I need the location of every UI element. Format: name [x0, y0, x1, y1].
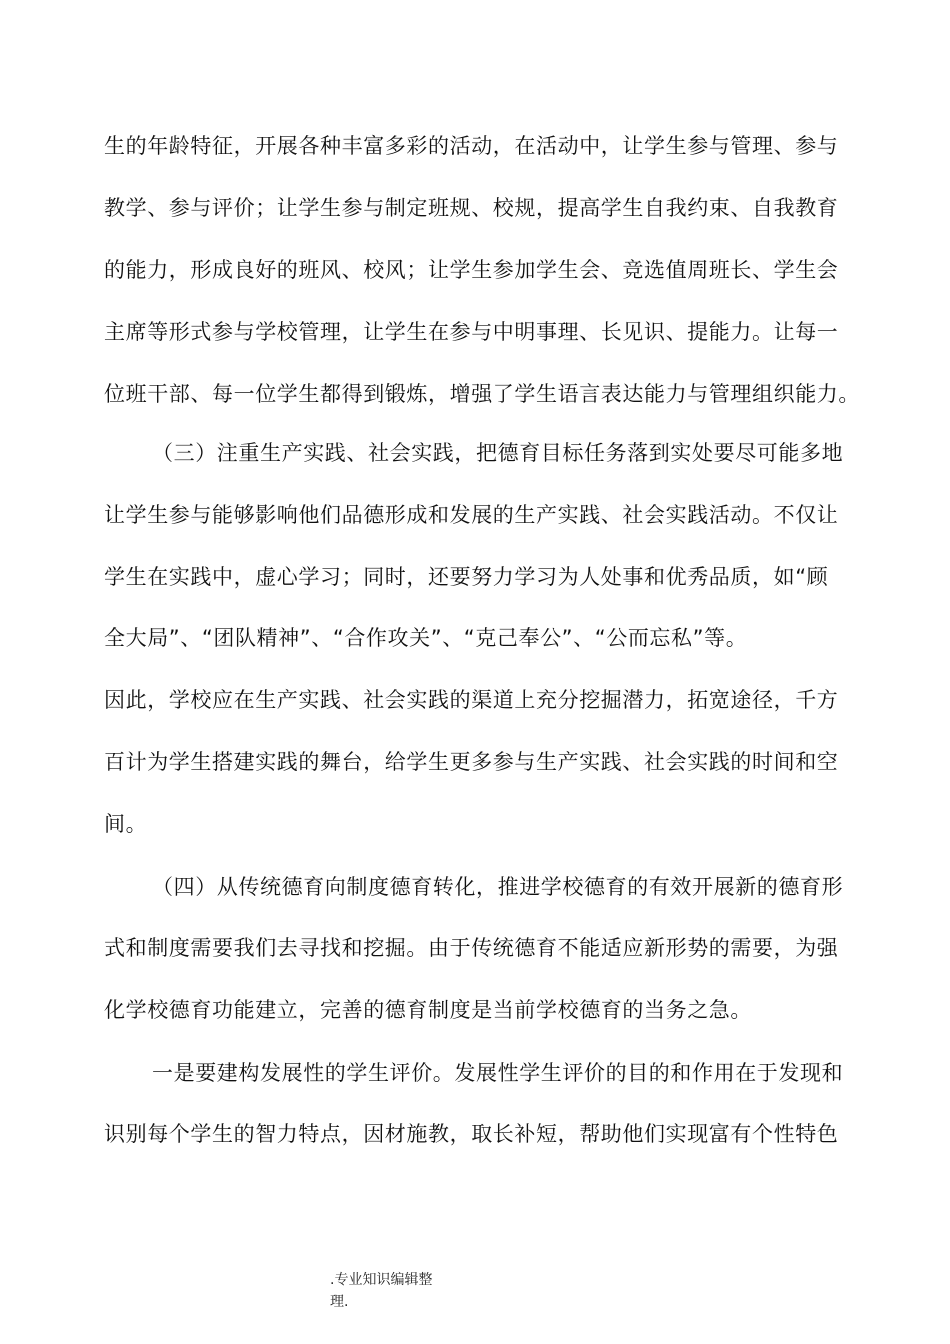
- body-text-line: 让学生参与能够影响他们品德形成和发展的生产实践、社会实践活动。不仅让: [104, 503, 839, 527]
- body-text-line: 因此，学校应在生产实践、社会实践的渠道上充分挖掘潜力，拓宽途径，千方: [104, 688, 839, 712]
- paragraph-start-line: 一是要建构发展性的学生评价。发展性学生评价的目的和作用在于发现和: [152, 1061, 844, 1085]
- paragraph-heading-line: （四）从传统德育向制度德育转化，推进学校德育的有效开展新的德育形: [152, 875, 844, 899]
- body-text-line: 生的年龄特征，开展各种丰富多彩的活动，在活动中，让学生参与管理、参与: [104, 134, 839, 158]
- body-text-line: 主席等形式参与学校管理，让学生在参与中明事理、长见识、提能力。让每一: [104, 320, 839, 344]
- body-text-line: 全大局”、“团队精神”、“合作攻关”、“克己奉公”、“公而忘私”等。: [104, 626, 748, 650]
- body-text-line: 识别每个学生的智力特点，因材施教，取长补短，帮助他们实现富有个性特色: [104, 1122, 839, 1146]
- footer-note: .专业知识编辑整: [330, 1272, 433, 1288]
- body-text-line: 位班干部、每一位学生都得到锻炼，增强了学生语言表达能力与管理组织能力。: [104, 382, 860, 406]
- body-text-line: 式和制度需要我们去寻找和挖掘。由于传统德育不能适应新形势的需要，为强: [104, 936, 839, 960]
- paragraph-heading-line: （三）注重生产实践、社会实践，把德育目标任务落到实处要尽可能多地: [152, 441, 844, 465]
- body-text-line: 学生在实践中，虚心学习；同时，还要努力学习为人处事和优秀品质，如“顾: [104, 565, 829, 589]
- body-text-line: 百计为学生搭建实践的舞台，给学生更多参与生产实践、社会实践的时间和空: [104, 750, 839, 774]
- footer-note: 理.: [330, 1294, 349, 1310]
- body-text-line: 化学校德育功能建立，完善的德育制度是当前学校德育的当务之急。: [104, 998, 752, 1022]
- body-text-line: 教学、参与评价；让学生参与制定班规、校规，提高学生自我约束、自我教育: [104, 196, 839, 220]
- body-text-line: 的能力，形成良好的班风、校风；让学生参加学生会、竞选值周班长、学生会: [104, 258, 839, 282]
- body-text-line: 间。: [104, 812, 148, 836]
